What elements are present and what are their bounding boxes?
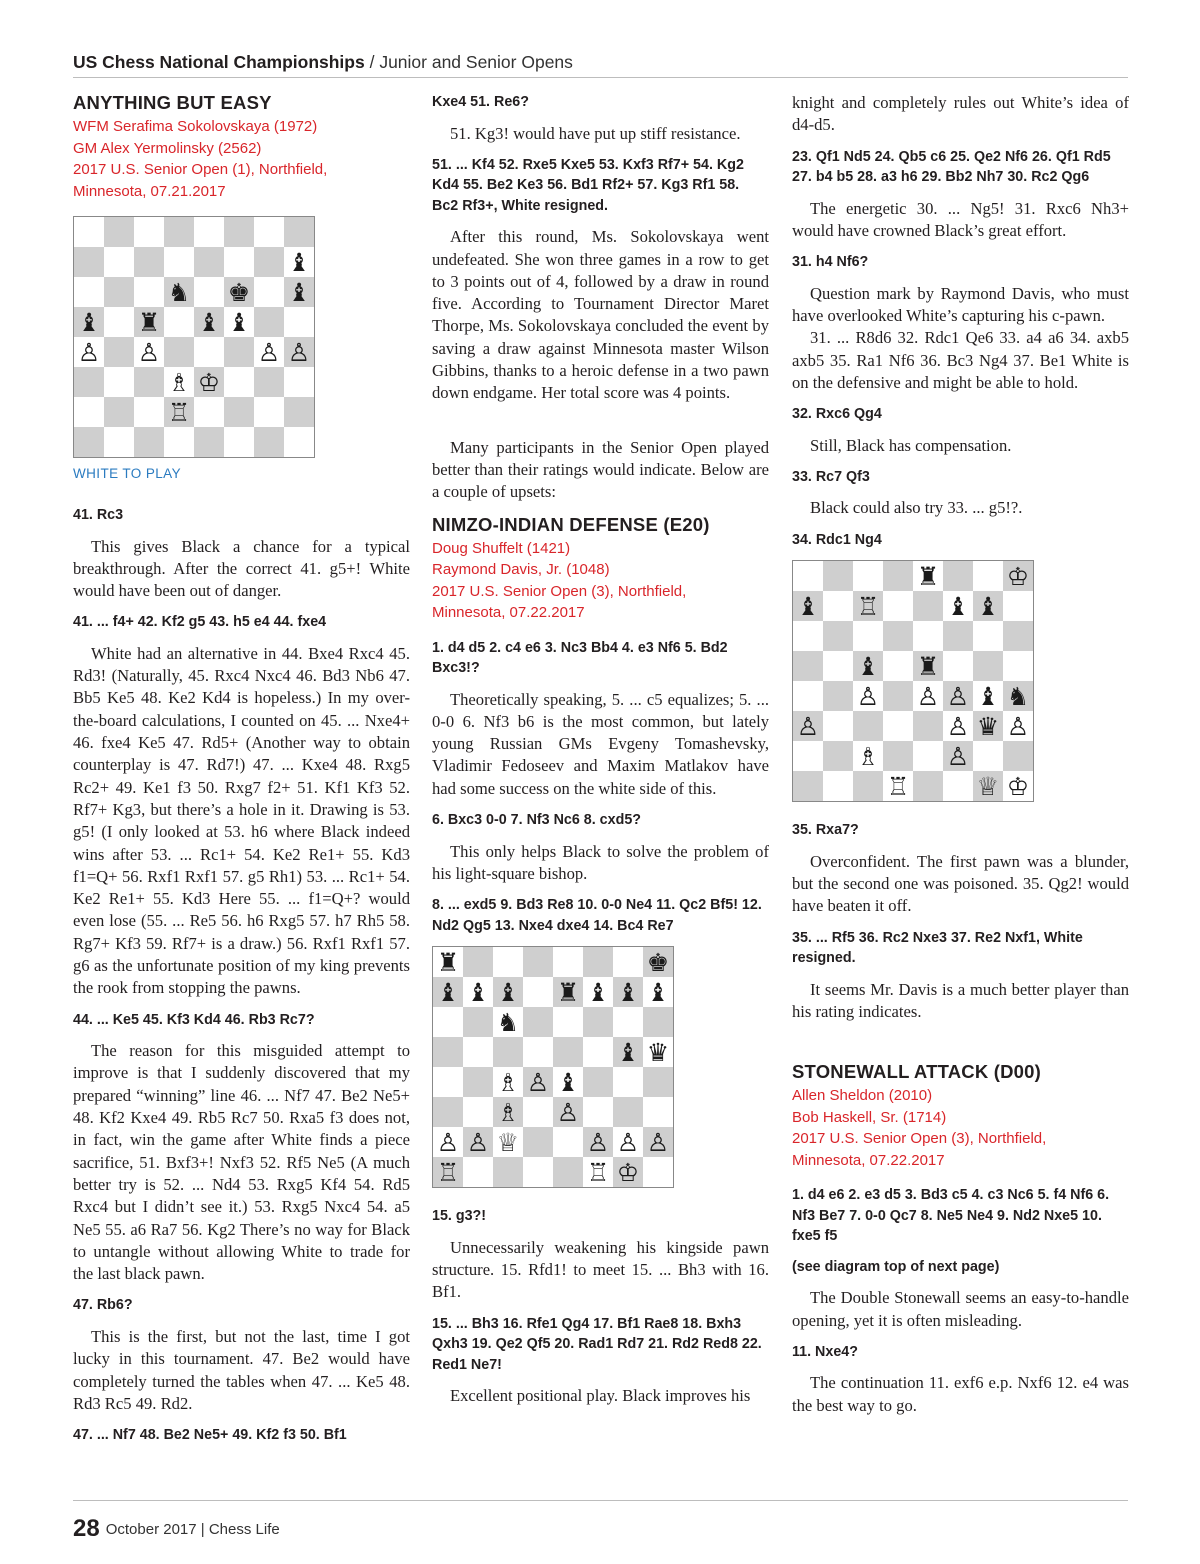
commentary-paragraph: Many participants in the Senior Open played better than their ratings would indicate. Below are a couple of upsets: [432,437,769,502]
spacer [432,415,769,437]
chess-piece: ♜ [433,947,463,977]
chess-piece: ♛ [973,711,1003,741]
commentary-paragraph: The reason for this misguided attempt to improve is that I suddenly discovered that my prepared “winning” line 46. ... Nf7 47. Be2 Ne5+ 48. Kf2 Kxe4 49. Rb5 Rc7 50. Rxa5 f3 does not, in fact, win the game after White finds a piece sacrifice, 51. Bxf3+! Nxf3 52. Rf5 Ne5 (A much better try is 52. ... Nd4 53. Rxg5 Kf4 54. Rd5 Rxc4 but I didn’t see it.) 53. Rxg5 Nxc4 54. a5 Ne5 55. a6 Ra7 56. Kg2 There’s no way for Black to untangle without allowing White to trade for the last black pawn. [73,1041,410,1284]
board-square [823,591,853,621]
chess-piece: ♜ [134,307,164,337]
move-list: 41. Rc3 [73,507,124,523]
chess-piece: ♔ [1003,561,1033,591]
chess-piece: ♙ [1003,711,1033,741]
move-list: 23. Qf1 Nd5 24. Qb5 c6 25. Qe2 Nf6 26. Qf1 Rd5 27. b4 b5 28. a3 h6 29. Bb2 Nh7 30. Rc2 Qg6 [792,148,1111,186]
board-square [74,217,104,247]
board-square [553,1157,583,1187]
commentary-paragraph: Theoretically speaking, 5. ... c5 equalizes; 5. ... 0-0 6. Nf3 b6 is the most common, but lately young Russian GMs Evgeny Tomashevsky, Vladimir Fedoseev and Maxim Matlakov have had some success on the white side of this. [432,689,769,798]
page-number: 28 [73,1515,100,1542]
board-square [164,217,194,247]
board-square [224,397,254,427]
chess-board [792,560,1034,802]
chess-piece: ♙ [643,1127,673,1157]
board-square [224,217,254,247]
player-black: GM Alex Yermolinsky (2562) [73,139,262,157]
board-square [583,947,613,977]
board-square [883,621,913,651]
board-square [463,1157,493,1187]
chess-piece: ♝ [643,977,673,1007]
chess-piece: ♝ [553,1067,583,1097]
commentary-paragraph: 51. Kg3! would have put up stiff resistance. [450,123,741,143]
move-list: 1. d4 d5 2. c4 e6 3. Nc3 Bb4 4. e3 Nf6 5. Bd2 Bxc3!? [432,639,728,677]
board-square [194,427,224,457]
move-list: 34. Rdc1 Ng4 [792,531,882,548]
board-square [853,711,883,741]
board-square [433,1037,463,1067]
board-square [973,621,1003,651]
board-square [104,367,134,397]
chess-piece: ♝ [973,681,1003,711]
chess-piece: ♙ [793,711,823,741]
chess-piece: ♙ [433,1127,463,1157]
event-date: Minnesota, 07.21.2017 [73,182,226,200]
chess-piece: ♞ [493,1007,523,1037]
board-square [1003,651,1033,681]
board-square [463,1097,493,1127]
board-square [1003,591,1033,621]
board-square [583,1007,613,1037]
player-line: 2017 U.S. Senior Open (3), Northfield, [432,582,687,600]
board-square [943,561,973,591]
board-square [523,1157,553,1187]
diagram-caption: WHITE TO PLAY [73,466,181,481]
board-square [463,1007,493,1037]
board-square [793,651,823,681]
board-square [823,651,853,681]
chess-piece: ♝ [433,977,463,1007]
commentary-paragraph: 31. ... R8d6 32. Rdc1 Qe6 33. a4 a6 34. axb5 axb5 35. Ra1 Nf6 36. Bc3 Ng4 37. Be1 White is on the defensive and might be able to hold. [792,328,1129,392]
board-square [463,1067,493,1097]
board-square [104,397,134,427]
move-list: 33. Rc7 Qf3 [792,468,870,485]
board-square [973,651,1003,681]
move-list: 11. Nxe4? [792,1343,858,1360]
board-square [553,1037,583,1067]
board-square [284,397,314,427]
board-square [523,1007,553,1037]
board-square [224,247,254,277]
board-square [463,1037,493,1067]
chess-piece: ♗ [493,1097,523,1127]
board-square [74,367,104,397]
chess-piece: ♖ [164,397,194,427]
header-separator: / [364,52,380,72]
move-list: 8. ... exd5 9. Bd3 Re8 10. 0-0 Ne4 11. Qc2 Bf5! 12. Nd2 Qg5 13. Nxe4 dxe4 14. Bc4 Re7 [432,897,762,934]
commentary-paragraph: White had an alternative in 44. Bxe4 Rxc4 45. Rd3! (Naturally, 45. Rxc4 Nxc4 46. Bd3 Nb6 47. Bb5 Ke5 48. Ke2 Kd4 is hopeless.) In my over-the-board calculations, I counted on 45. ... Nxe4+ 46. fxe4 Ke5 47. Rd5+ (Another way to obtain counterplay is 47. Rd7!) 47. ... Kxe4 48. Rxg5 Rc2+ 49. Ke1 f3 50. Rxg7 f2+ 51. Kf1 Kf3 52. Rf7+ Kg3, but there’s a hole in it. Drawing is 53. g5! (I only looked at 53. h6 where Black indeed wins after 53. ... Rc1+ 54. Ke2 Re1+ 55. Kd3 f1=Q+ 56. Rxf1 Rxf1 57. g5 Rh1) 53. ... Rc1+ 54. Ke2 Re1+ 55. Kd3 Here 55. ... f1=Q+? would even lose (55. ... Re5 56. h6 Rxg5 57. h7 Rh5 58. Rg7+ Kf3 59. Rf7+ is a draw.) 56. Rxf1 Rxf1 57. g6 as the unfortunate position of my king prevents the rook from stopping the pawns. [73,643,410,998]
move-list: 6. Bxc3 0-0 7. Nf3 Nc6 8. cxd5? [432,812,642,829]
board-square [104,337,134,367]
move-list: 51. ... Kf4 52. Rxe5 Kxe5 53. Kxf3 Rf7+ 54. Kg2 Kd4 55. Be2 Ke3 56. Bd1 Rf2+ 57. Kg3 Rf1 58. Bc2 Rf3+, White resigned. [432,156,744,214]
chess-piece: ♕ [973,771,1003,801]
chess-piece: ♙ [943,711,973,741]
player-line: 2017 U.S. Senior Open (3), Northfield, [792,1130,1047,1148]
article-body [73,505,410,1446]
commentary-paragraph: This is the first, but not the last, time I got lucky in this tournament. 47. Be2 would have completely turned the tables when 47. ... Ke5 48. Rd3 Rc5 49. Rd2. [73,1326,410,1413]
board-square [823,711,853,741]
board-square [104,307,134,337]
move-list: 31. h4 Nf6? [792,254,869,271]
board-square [74,277,104,307]
chess-piece: ♝ [613,977,643,1007]
chess-piece: ♙ [583,1127,613,1157]
chess-piece: ♜ [913,651,943,681]
commentary-paragraph: Question mark by Raymond Davis, who must have overlooked White’s capturing his c-pawn. [792,283,1129,325]
board-square [433,1097,463,1127]
board-square [613,947,643,977]
chess-board [73,216,315,458]
board-square [433,1007,463,1037]
board-square [104,427,134,457]
chess-piece: ♙ [613,1127,643,1157]
board-square [823,681,853,711]
move-list: 15. g3?! [432,1208,487,1225]
move-list: Kxe4 51. Re6? [432,94,529,110]
chess-piece: ♝ [463,977,493,1007]
move-list: 35. Rxa7? [792,822,859,839]
board-square [1003,621,1033,651]
board-square [254,427,284,457]
board-square [883,651,913,681]
board-square [793,561,823,591]
chess-piece: ♝ [284,277,314,307]
board-square [943,771,973,801]
board-square [224,427,254,457]
board-square [74,427,104,457]
commentary-paragraph: This only helps Black to solve the problem of his light-square bishop. [432,841,769,883]
commentary-paragraph: The continuation 11. exf6 e.p. Nxf6 12. e4 was the best way to go. [792,1373,1129,1415]
board-square [433,1067,463,1097]
column-1 [73,92,410,1482]
board-square [853,771,883,801]
board-square [164,247,194,277]
chess-piece: ♝ [194,307,224,337]
move-list: 41. ... f4+ 42. Kf2 g5 43. h5 e4 44. fxe4 [73,614,327,631]
board-square [973,561,1003,591]
board-square [224,337,254,367]
game-players [73,116,410,202]
board-square [643,1067,673,1097]
chess-piece: ♙ [74,337,104,367]
commentary-paragraph: Excellent positional play. Black improves his [450,1386,751,1406]
chess-piece: ♙ [284,337,314,367]
chess-piece: ♜ [913,561,943,591]
running-header [73,52,1128,78]
board-square [793,621,823,651]
chess-piece: ♚ [643,947,673,977]
board-square [583,1037,613,1067]
board-square [823,741,853,771]
board-square [523,947,553,977]
chess-piece: ♙ [523,1067,553,1097]
board-square [823,561,853,591]
chess-diagram [432,946,769,1188]
commentary-paragraph: Still, Black has compensation. [810,435,1012,455]
game-players [792,1085,1129,1171]
chess-piece: ♝ [943,591,973,621]
board-square [254,397,284,427]
move-list: 47. ... Nf7 48. Be2 Ne5+ 49. Kf2 f3 50. Bf1 [73,1427,347,1444]
board-square [1003,741,1033,771]
board-square [823,771,853,801]
board-square [523,1097,553,1127]
chess-piece: ♙ [913,681,943,711]
header-title: US Chess National Championships [73,52,365,72]
commentary-paragraph: After this round, Ms. Sokolovskaya went undefeated. She won three games in a row to get to 3 points out of 4, followed by a draw in round five. According to Tournament Director Maret Thorpe, Ms. Sokolovskaya concluded the event by saving a draw against Minnesota master Wilson Gibbins, thanks to a heroic defense in a two pawn down endgame. Her total score was 4 points. [432,227,769,403]
board-square [224,367,254,397]
chess-piece: ♝ [973,591,1003,621]
chess-piece: ♝ [583,977,613,1007]
chess-piece: ♝ [224,307,254,337]
chess-piece: ♗ [164,367,194,397]
board-square [553,947,583,977]
board-square [613,1097,643,1127]
board-square [493,1157,523,1187]
board-square [134,217,164,247]
chess-piece: ♙ [254,337,284,367]
board-square [583,1067,613,1097]
board-square [583,1097,613,1127]
page-footer [73,1500,1128,1543]
column-2 [432,92,769,1482]
board-square [643,1007,673,1037]
move-list: 15. ... Bh3 16. Rfe1 Qg4 17. Bf1 Rae8 18. Bxh3 Qxh3 19. Qe2 Qf5 20. Rad1 Rd7 21. Rd2 Red8 22. Red1 Ne7! [432,1315,762,1373]
board-square [104,277,134,307]
board-square [883,681,913,711]
board-square [613,1007,643,1037]
player-line: Minnesota, 07.22.2017 [792,1151,945,1169]
board-square [643,1097,673,1127]
board-square [254,307,284,337]
move-list: (see diagram top of next page) [792,1258,1000,1275]
commentary-paragraph: Unnecessarily weakening his kingside pawn structure. 15. Rfd1! to meet 15. ... Bh3 with 16. Bf1. [432,1237,769,1302]
move-list: 1. d4 e6 2. e3 d5 3. Bd3 c5 4. c3 Nc6 5. f4 Nf6 6. Nf3 Be7 7. 0-0 Qc7 8. Ne5 Ne4 9. Nd2 Nxe5 10. fxe5 f5 [792,1187,1110,1245]
board-square [943,621,973,651]
board-square [164,337,194,367]
chess-board [432,946,674,1188]
board-square [913,591,943,621]
chess-diagram [792,560,1129,802]
board-square [883,741,913,771]
commentary-paragraph: It seems Mr. Davis is a much better player than his rating indicates. [792,979,1129,1021]
chess-piece: ♞ [1003,681,1033,711]
board-square [284,307,314,337]
board-square [104,247,134,277]
chess-piece: ♝ [493,977,523,1007]
board-square [943,651,973,681]
commentary-paragraph: The Double Stonewall seems an easy-to-handle opening, yet it is often misleading. [792,1288,1129,1330]
chess-piece: ♝ [613,1037,643,1067]
board-square [553,1007,583,1037]
player-line: Allen Sheldon (2010) [792,1087,933,1105]
board-square [793,681,823,711]
board-square [254,367,284,397]
chess-piece: ♖ [583,1157,613,1187]
board-square [254,277,284,307]
board-square [134,277,164,307]
commentary-paragraph: This gives Black a chance for a typical breakthrough. After the correct 41. g5+! White would have been out of danger. [73,536,410,601]
board-square [194,247,224,277]
board-square [194,217,224,247]
chess-piece: ♕ [493,1127,523,1157]
commentary-paragraph: Overconfident. The first pawn was a blunder, but the second one was poisoned. 35. Qg2! would have beaten it off. [792,851,1129,916]
player-line: Minnesota, 07.22.2017 [432,604,585,622]
board-square [284,217,314,247]
board-square [883,711,913,741]
board-square [134,397,164,427]
board-square [194,277,224,307]
chess-piece: ♔ [1003,771,1033,801]
board-square [463,947,493,977]
board-square [523,1127,553,1157]
commentary-paragraph: The energetic 30. ... Ng5! 31. Rxc6 Nh3+ would have crowned Black’s great effort. [792,198,1129,240]
board-square [823,621,853,651]
chess-piece: ♝ [793,591,823,621]
section-title: ANYTHING BUT EASY [73,92,272,113]
chess-piece: ♙ [553,1097,583,1127]
commentary-paragraph: Black could also try 33. ... g5!?. [810,498,1023,518]
board-square [793,741,823,771]
board-square [613,1067,643,1097]
chess-piece: ♔ [613,1157,643,1187]
chess-piece: ♖ [433,1157,463,1187]
board-square [254,247,284,277]
chess-piece: ♝ [284,247,314,277]
chess-piece: ♙ [134,337,164,367]
board-square [793,771,823,801]
chess-piece: ♝ [853,651,883,681]
board-square [493,947,523,977]
chess-piece: ♚ [224,277,254,307]
board-square [134,367,164,397]
board-square [913,771,943,801]
player-line: Bob Haskell, Sr. (1714) [792,1108,947,1126]
board-square [104,217,134,247]
board-square [254,217,284,247]
section-title: NIMZO-INDIAN DEFENSE (E20) [432,513,710,535]
chess-piece: ♖ [883,771,913,801]
board-square [913,741,943,771]
board-square [523,977,553,1007]
board-square [913,621,943,651]
chess-piece: ♙ [943,681,973,711]
chess-piece: ♔ [194,367,224,397]
chess-piece: ♙ [463,1127,493,1157]
board-square [643,1157,673,1187]
board-square [553,1127,583,1157]
board-square [194,337,224,367]
board-square [973,741,1003,771]
footer-text: October 2017 | Chess Life [105,1520,280,1538]
move-list: 35. ... Rf5 36. Rc2 Nxe3 37. Re2 Nxf1, White resigned. [792,929,1083,967]
board-square [164,307,194,337]
move-list: 47. Rb6? [73,1297,133,1314]
move-list: 32. Rxc6 Qg4 [792,406,882,423]
board-square [883,591,913,621]
column-3 [792,92,1129,1482]
chess-piece: ♗ [493,1067,523,1097]
player-line: Raymond Davis, Jr. (1048) [432,561,610,579]
player-line: Doug Shuffelt (1421) [432,539,571,557]
chess-piece: ♗ [853,741,883,771]
section-title: STONEWALL ATTACK (D00) [792,1061,1042,1083]
chess-piece: ♛ [643,1037,673,1067]
header-subtitle: Junior and Senior Opens [379,52,573,72]
chess-piece: ♖ [853,591,883,621]
player-white: WFM Serafima Sokolovskaya (1972) [73,118,318,135]
chess-diagram [73,216,410,458]
board-square [164,427,194,457]
board-square [853,561,883,591]
board-square [493,1037,523,1067]
board-square [853,621,883,651]
game-players [432,538,769,624]
event-line: 2017 U.S. Senior Open (1), Northfield, [73,161,328,178]
board-square [913,711,943,741]
board-square [284,427,314,457]
board-square [194,397,224,427]
board-square [74,397,104,427]
board-square [284,367,314,397]
board-square [134,247,164,277]
spacer [792,1033,1129,1055]
board-square [74,247,104,277]
chess-piece: ♜ [553,977,583,1007]
chess-piece: ♙ [853,681,883,711]
chess-piece: ♙ [943,741,973,771]
board-square [523,1037,553,1067]
chess-piece: ♝ [74,307,104,337]
commentary-paragraph: knight and completely rules out White’s idea of d4-d5. [792,93,1129,135]
chess-piece: ♞ [164,277,194,307]
board-square [883,561,913,591]
board-square [134,427,164,457]
move-list: 44. ... Ke5 45. Kf3 Kd4 46. Rb3 Rc7? [73,1011,315,1028]
